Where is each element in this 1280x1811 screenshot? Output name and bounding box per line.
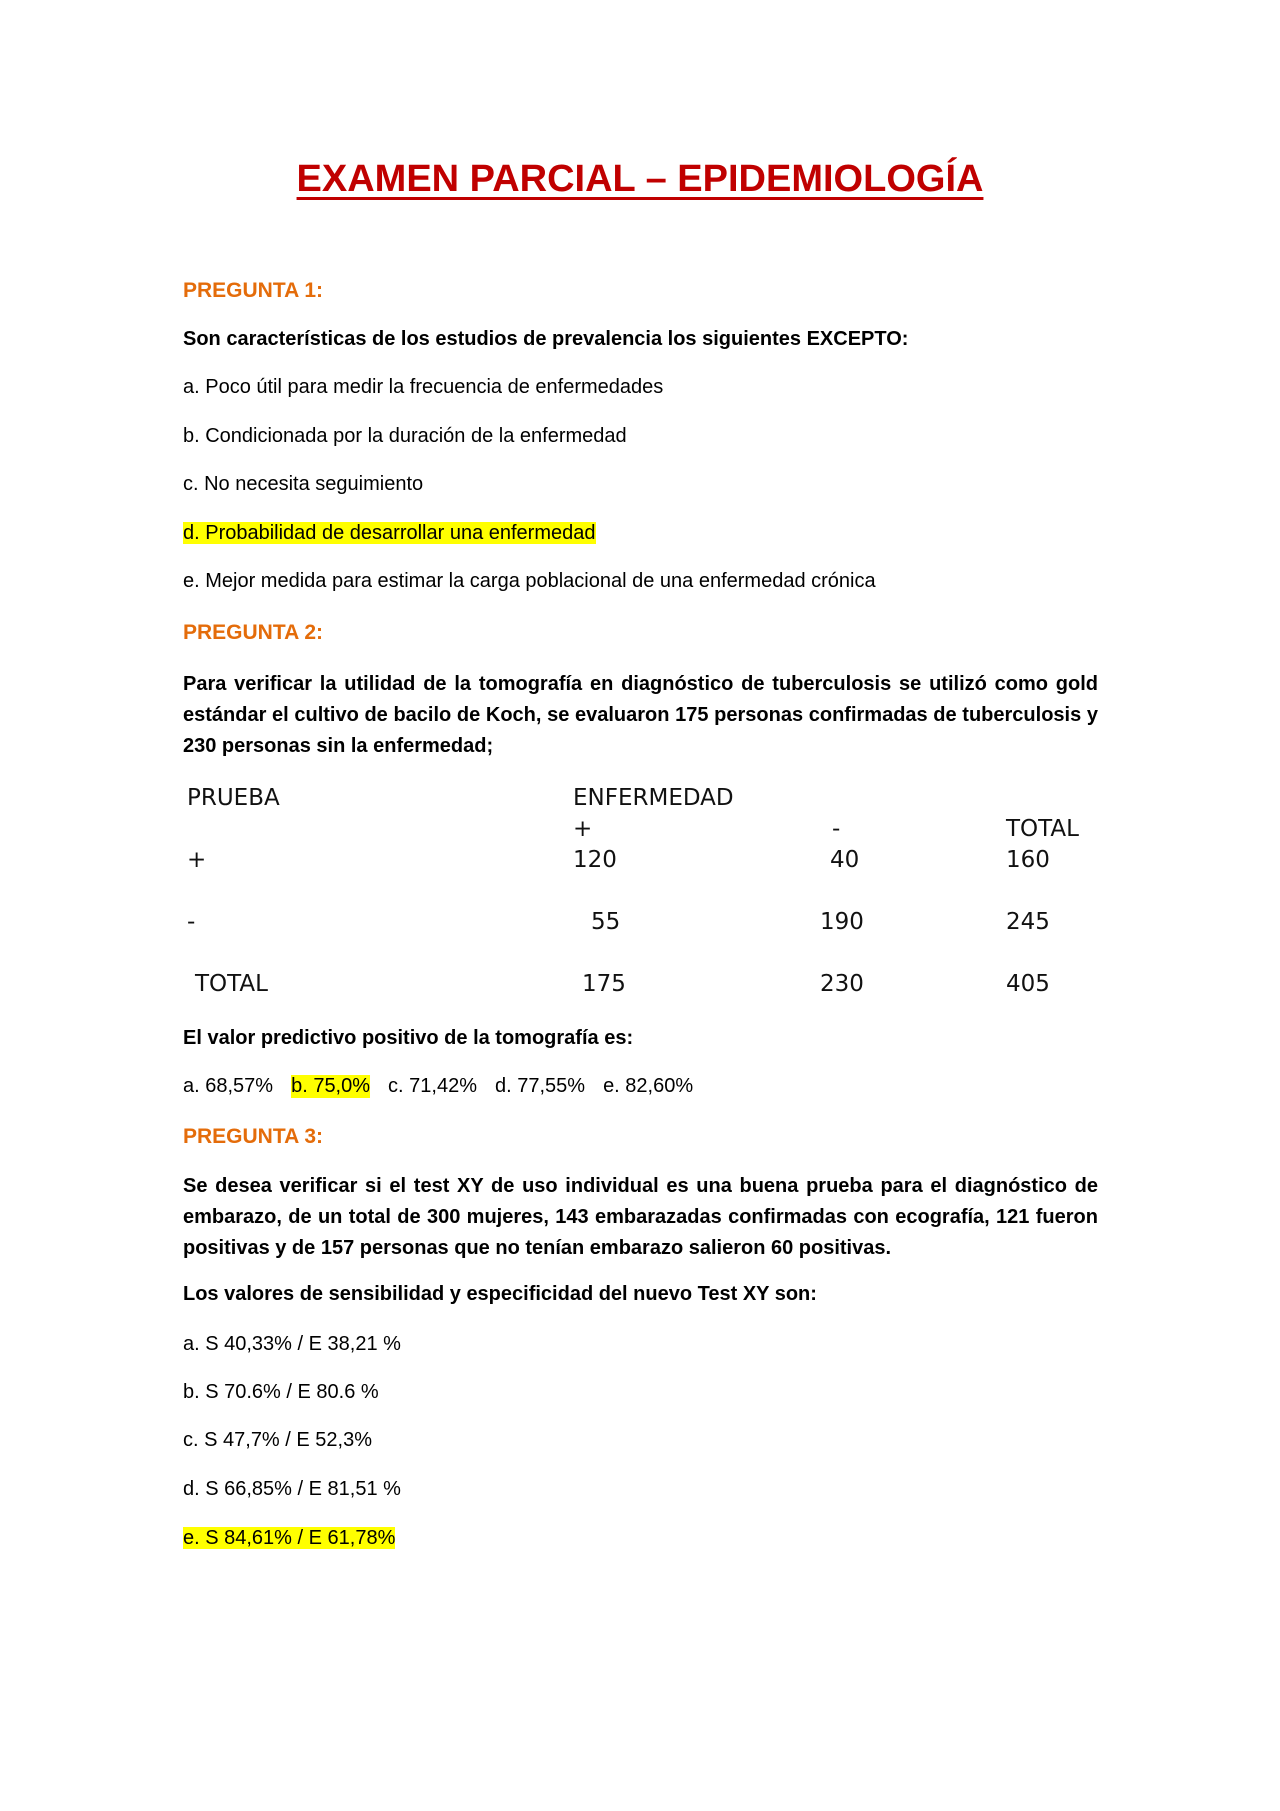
table-cell: 190 [820, 909, 864, 935]
question-2-options [183, 1075, 711, 1098]
question-3-option-d: d. S 66,85% / E 81,51 % [183, 1478, 401, 1500]
table-cell: 245 [1006, 909, 1050, 935]
page-title [0, 158, 1280, 201]
question-3-option-b: b. S 70.6% / E 80.6 % [183, 1381, 379, 1403]
table-cell: 160 [1006, 847, 1050, 873]
table-row-label-positive: + [187, 847, 207, 873]
question-1-stem: Son características de los estudios de prevalencia los siguientes EXCEPTO: [183, 328, 909, 350]
question-3-question: Los valores de sensibilidad y especificidad del nuevo Test XY son: [183, 1283, 817, 1305]
table-header-total: TOTAL [1006, 816, 1079, 842]
question-1-heading: PREGUNTA 1: [183, 279, 324, 302]
question-1-option-d [183, 522, 596, 545]
question-2-option-e: e. 82,60% [603, 1075, 694, 1097]
question-2-question: El valor predictivo positivo de la tomografía es: [183, 1027, 634, 1049]
question-2-option-c: c. 71,42% [388, 1075, 477, 1097]
question-3-option-c: c. S 47,7% / E 52,3% [183, 1429, 372, 1451]
question-2-heading: PREGUNTA 2: [183, 621, 324, 644]
highlighted-answer: d. Probabilidad de desarrollar una enfermedad [183, 522, 596, 544]
table-header-minus: - [832, 816, 841, 842]
highlighted-answer: e. S 84,61% / E 61,78% [183, 1527, 396, 1549]
table-cell: 405 [1006, 971, 1050, 997]
question-1-option-b: b. Condicionada por la duración de la enfermedad [183, 425, 627, 447]
table-row-label-total: TOTAL [195, 971, 268, 997]
table-header-enfermedad: ENFERMEDAD [573, 785, 734, 811]
question-1-option-a: a. Poco útil para medir la frecuencia de enfermedades [183, 376, 664, 398]
table-cell: 40 [830, 847, 860, 873]
table-cell: 55 [591, 909, 621, 935]
question-2-option-d: d. 77,55% [494, 1075, 586, 1097]
question-1-option-e: e. Mejor medida para estimar la carga poblacional de una enfermedad crónica [183, 570, 876, 592]
table-header-prueba: PRUEBA [187, 785, 280, 811]
table-header-plus: + [573, 816, 593, 842]
question-3-heading: PREGUNTA 3: [183, 1125, 324, 1148]
question-3-stem: Se desea verificar si el test XY de uso individual es una buena prueba para el diagnóstico de embarazo, de un total de 300 mujeres, 143 embarazadas confirmadas con ecografía, 121 fueron positivas y de 157 personas que no tenían embarazo salieron 60 positivas. [183, 1175, 1098, 1259]
table-cell: 120 [573, 847, 617, 873]
page-title-text: EXAMEN PARCIAL – EPIDEMIOLOGÍA [296, 158, 984, 200]
table-row-label-negative: - [187, 909, 196, 935]
table-cell: 230 [820, 971, 864, 997]
question-2-option-a: a. 68,57% [183, 1075, 274, 1097]
highlighted-answer: b. 75,0% [291, 1075, 371, 1097]
table-cell: 175 [582, 971, 626, 997]
question-3-option-a: a. S 40,33% / E 38,21 % [183, 1333, 401, 1355]
question-3-option-e [183, 1527, 395, 1550]
question-1-option-c: c. No necesita seguimiento [183, 473, 424, 495]
question-2-stem: Para verificar la utilidad de la tomografía en diagnóstico de tuberculosis se utilizó como gold estándar el cultivo de bacilo de Koch, se evaluaron 175 personas confirmadas de tuberculosis y 230 personas sin la enfermedad; [183, 673, 1098, 757]
